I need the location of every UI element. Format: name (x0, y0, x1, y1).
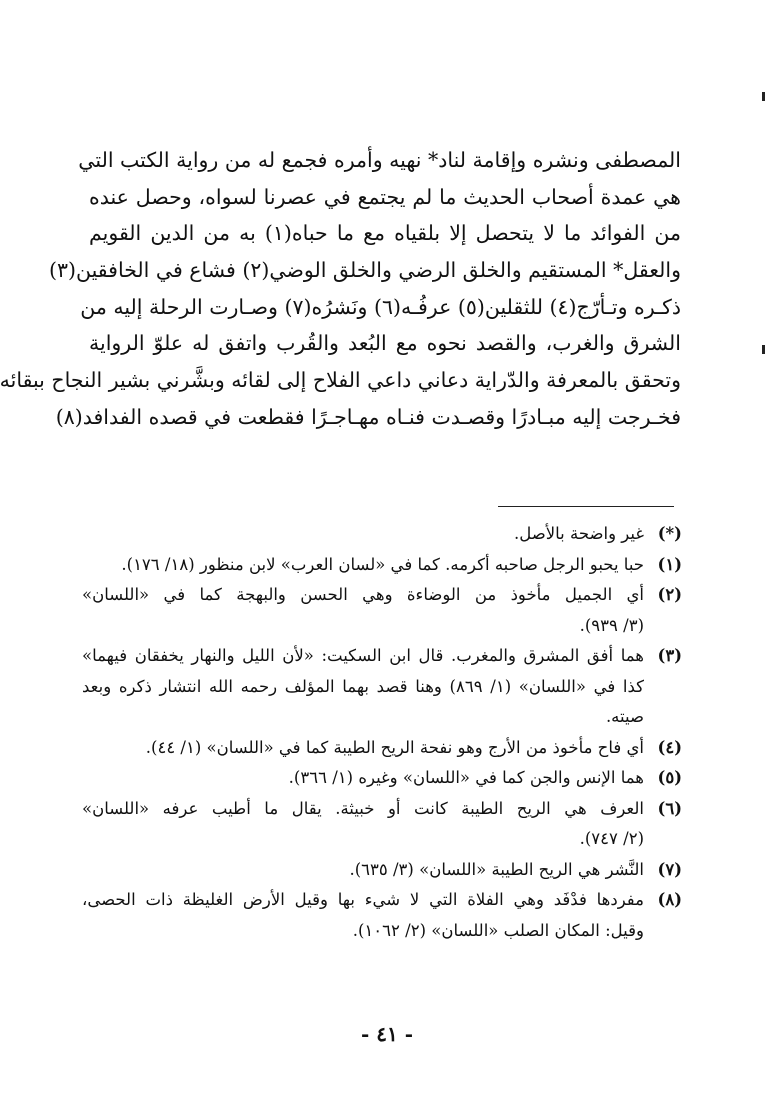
footnote-text-line: كذا في «اللسان» (١/ ٨٦٩) وهنا قصد بهما المؤلف رحمه الله انتشار ذكره وبعد (82, 676, 644, 696)
body-line: الشرق والغرب، والقصد نحوه مع البُعد والقُرب واتفق له علوّ الرواية (89, 331, 681, 356)
footnote-marker: (٥) (657, 768, 682, 787)
footnote-text-line: مفردها فدْفَد وهي الفلاة التي لا شيء بها وقيل الأرض الغليظة ذات الحصى، (82, 890, 644, 909)
main-text (0, 142, 681, 436)
footnote-text-line: النَّشر هي الريح الطيبة «اللسان» (٣/ ٦٣٥). (349, 859, 644, 879)
footnote (82, 885, 682, 946)
footnote (82, 733, 682, 764)
footnote-marker: (٧) (657, 859, 682, 879)
footnote-text-line: أي فاح مأخوذ من الأرج وهو نفحة الريح الطيبة كما في «اللسان» (١/ ٤٤). (145, 737, 644, 757)
footnote-text-line: (٣/ ٩٣٩). (579, 615, 644, 635)
footnote-text-line: وقيل: المكان الصلب «اللسان» (٢/ ١٠٦٢). (352, 920, 644, 940)
footnote-text-line: حبا يحبو الرجل صاحبه أكرمه. كما في «لسان العرب» لابن منظور (١٨/ ١٧٦). (121, 554, 644, 574)
footnote (82, 794, 682, 855)
footnote (82, 763, 682, 794)
footnote-marker: (٢) (657, 585, 682, 604)
body-line: والعقل* المستقيم والخلق الرضي والخلق الوضي(٢) فشاع في الخافقين(٣) (48, 258, 681, 283)
footnote-marker: (٣) (657, 646, 682, 665)
body-line: هي عمدة أصحاب الحديث ما لم يجتمع في عصرنا لسواه، وحصل عنده (89, 184, 681, 209)
body-line: المصطفى ونشره وإقامة لناد* نهيه وأمره فجمع له من رواية الكتب التي (78, 148, 681, 172)
footnote (82, 855, 682, 886)
footnote-text-line: العرف هي الريح الطيبة كانت أو خبيثة. يقال ما أطيب عرفه «اللسان» (82, 798, 644, 818)
footnote-separator (498, 506, 674, 507)
footnote-text-line: صيته. (605, 707, 644, 726)
footnote-marker: (٤) (657, 737, 682, 757)
footnote-text-line: أي الجميل مأخوذ من الوضاءة وهي الحسن والبهجة كما في «اللسان» (82, 585, 644, 604)
body-line: فخـرجت إليه مبـادرًا وقصـدت فنـاه مهـاجـرًا فقطعت في قصده الفدافد(٨) (55, 404, 681, 429)
body-line: ذكـره وتـأرّج(٤) للثقلين(٥) عرفُـه(٦) ونَشرُه(٧) وصـارت الرحلة إليه من (80, 294, 681, 319)
footnote-marker: (١) (657, 554, 682, 574)
footnote (82, 519, 682, 550)
footnote (82, 641, 682, 733)
footnote (82, 550, 682, 581)
footnote-text-line: هما أفق المشرق والمغرب. قال ابن السكيت: «لأن الليل والنهار يخفقان فيهما» (82, 646, 644, 665)
footnote-marker: (٨) (657, 890, 682, 909)
footnote (82, 580, 682, 641)
footnote-text-line: غير واضحة بالأصل. (513, 524, 644, 543)
footnotes (82, 519, 682, 946)
page-number: - ٤١ - (360, 1022, 413, 1046)
footnote-marker: (٦) (657, 798, 682, 818)
body-line: وتحقق بالمعرفة والدّراية دعاني داعي الفلاح إلى لقائه وبشَّرني بشير النجاح ببقائه (0, 368, 681, 393)
footnote-text-line: (٢/ ٧٤٧). (579, 829, 644, 848)
footnote-text-line: هما الإنس والجن كما في «اللسان» وغيره (١/ ٣٦٦). (288, 768, 644, 787)
footnote-marker: (*) (657, 524, 682, 543)
body-line: من الفوائد ما لا يتحصل إلا بلقياه مع ما حباه(١) به من الدين القويم (89, 221, 681, 246)
